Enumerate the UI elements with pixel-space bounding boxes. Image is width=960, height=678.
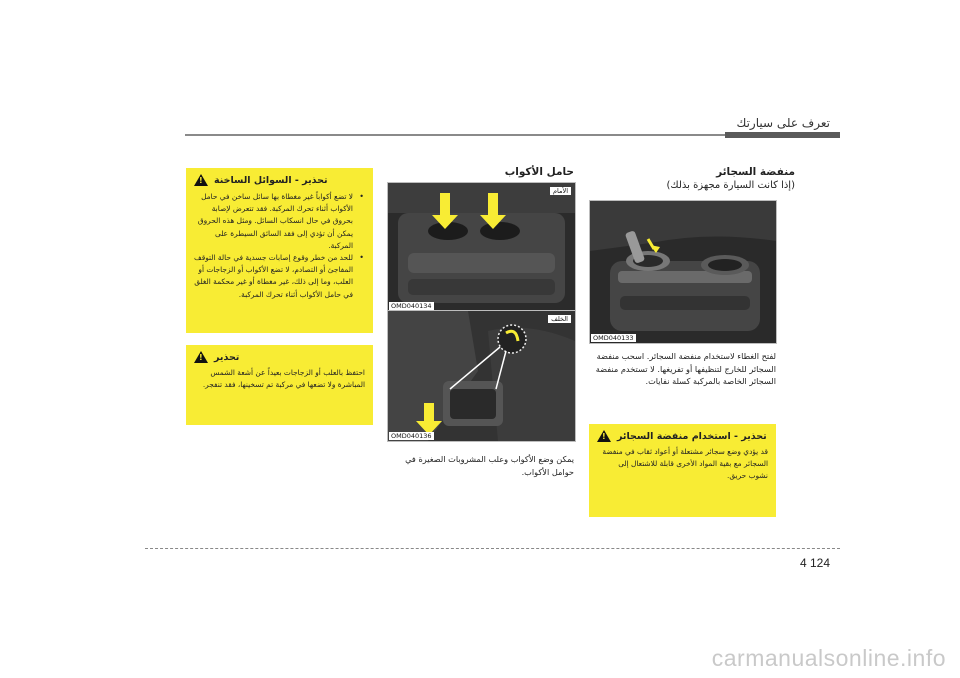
header-accent-bar — [725, 132, 840, 138]
ashtray-photo-code: OMD040133 — [593, 334, 634, 342]
warning-bullet-text: لا تضع أكواباً غير مغطاة بها سائل ساخن في حامل الأكواب أثناء تحرك المركبة. فقد تتعرض لإصابة بحروق في حال انسكاب السائل. ومثل هذه الحروق يمكن أن تؤدي إلى فقد السائق السيطرة على المركبة. — [197, 192, 353, 250]
ashtray-subtitle: (إذا كانت السيارة مجهزة بذلك) — [666, 180, 795, 191]
cupholder-front-image — [388, 183, 575, 311]
hot-liquid-warning-box — [186, 168, 373, 333]
cupholder-front-photo-code: OMD040134 — [391, 302, 432, 310]
cupholder-title: حامل الأكواب — [504, 166, 574, 178]
cupholder-front-photo — [387, 182, 576, 312]
cupholder-rear-photo-code: OMD040136 — [391, 432, 432, 440]
warning-triangle-icon — [194, 351, 208, 363]
ashtray-warning-box — [589, 424, 776, 517]
rear-tag: الخلف — [548, 315, 571, 323]
cans-warning-text: احتفظ بالعلب أو الزجاجات بعيداً عن أشعة الشمس المباشرة ولا تضعها في مركبة تم تسخينها، فقد تنفجر. — [202, 368, 365, 390]
warning-bullet-text: للحد من خطر وقوع إصابات جسدية في حالة التوقف المفاجئ أو التصادم، لا تضع الأكواب أو الزجاجات أو العلب، وما إلى ذلك، غير مغطاة أو غير محكمة الغلق في حامل الأكواب أثناء تحرك المركبة. — [194, 253, 353, 299]
front-tag: الأمام — [550, 187, 571, 195]
ashtray-warning-text: قد يؤدي وضع سجائر مشتعلة أو أعواد ثقاب في منفضة السجائر مع بقية المواد الأخرى قابلة للاشتعال إلى نشوب حريق. — [602, 447, 768, 481]
cupholder-rear-image — [388, 311, 575, 441]
cans-warning-box — [186, 345, 373, 425]
ashtray-title: منفضة السجائر — [716, 166, 795, 178]
footer-rule — [145, 548, 840, 549]
bullet-icon: • — [359, 253, 364, 263]
cupholder-body-text: يمكن وضع الأكواب وعلب المشروبات الصغيرة في حوامل الأكواب. — [405, 454, 574, 477]
warning-triangle-icon — [194, 174, 208, 186]
ashtray-photo — [589, 200, 777, 344]
list-item — [194, 252, 365, 301]
cans-warning-title: تحذير — [214, 351, 240, 363]
cupholder-rear-photo — [387, 310, 576, 442]
list-item — [194, 191, 365, 252]
ashtray-photo-image — [590, 201, 776, 343]
page-number: 4 124 — [799, 556, 830, 570]
watermark: carmanualsonline.info — [711, 645, 946, 671]
hot-liquid-warning-title: تحذير - السوائل الساخنة — [214, 174, 328, 186]
warning-triangle-icon — [597, 430, 611, 442]
ashtray-warning-title: تحذير - استخدام منفضة السجائر — [617, 430, 767, 442]
page-header-title: تعرف على سيارتك — [736, 116, 830, 130]
ashtray-body-text: لفتح الغطاء لاستخدام منفضة السجائر. اسحب منفضة السجائر للخارج لتنظيفها أو تفريغها. لا تستخدم منفضة السجائر الخاصة بالمركبة كسلة نفايات. — [595, 351, 776, 386]
bullet-icon: • — [359, 192, 364, 201]
